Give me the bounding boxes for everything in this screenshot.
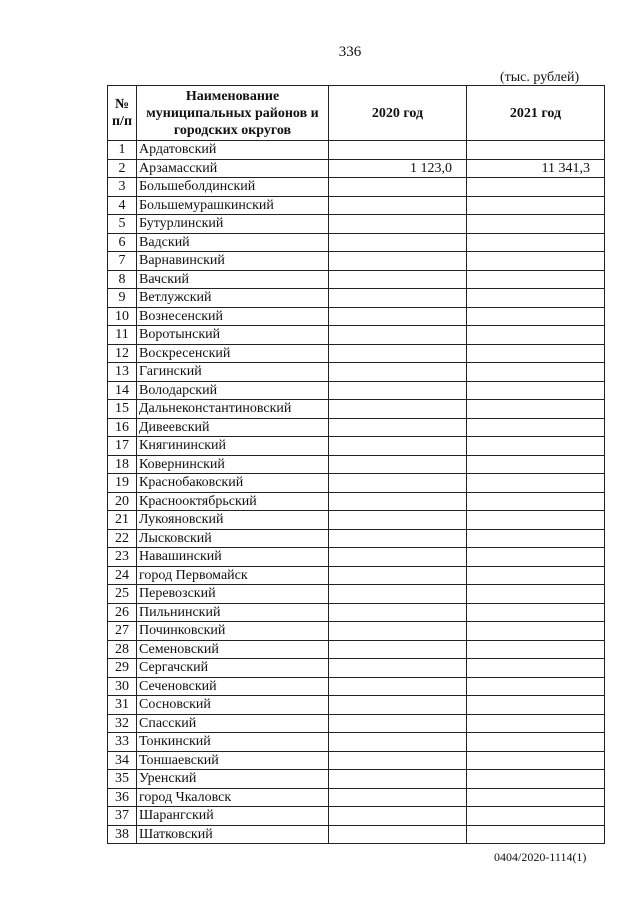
- table-row: [108, 807, 605, 826]
- row-value-2021: [467, 807, 605, 826]
- row-value-2020: [329, 696, 467, 715]
- row-number: 17: [108, 437, 137, 456]
- row-value-2020: [329, 714, 467, 733]
- row-number: 32: [108, 714, 137, 733]
- row-number: 36: [108, 788, 137, 807]
- table-row: [108, 751, 605, 770]
- header-2021: 2021 год: [467, 86, 605, 141]
- row-value-2020: [329, 215, 467, 234]
- row-value-2021: [467, 751, 605, 770]
- row-number: 12: [108, 344, 137, 363]
- table-header-row: [108, 86, 605, 141]
- row-name: Сергачский: [137, 659, 329, 678]
- table-row: [108, 714, 605, 733]
- row-value-2020: [329, 511, 467, 530]
- page-number: 336: [338, 44, 362, 60]
- table-row: [108, 159, 605, 178]
- row-name: Большемурашкинский: [137, 196, 329, 215]
- row-value-2021: [467, 400, 605, 419]
- row-value-2021: [467, 141, 605, 160]
- row-name: Гагинский: [137, 363, 329, 382]
- row-name: Шарангский: [137, 807, 329, 826]
- table-row: [108, 344, 605, 363]
- row-name: Ветлужский: [137, 289, 329, 308]
- row-value-2021: [467, 363, 605, 382]
- table-row: [108, 548, 605, 567]
- row-value-2021: [467, 326, 605, 345]
- row-value-2020: [329, 418, 467, 437]
- table-row: [108, 640, 605, 659]
- table-row: [108, 326, 605, 345]
- row-value-2021: [467, 566, 605, 585]
- row-number: 2: [108, 159, 137, 178]
- row-value-2020: [329, 252, 467, 271]
- document-code: 0404/2020-1114(1): [494, 850, 587, 864]
- row-number: 6: [108, 233, 137, 252]
- row-value-2020: [329, 437, 467, 456]
- row-value-2020: [329, 455, 467, 474]
- row-number: 7: [108, 252, 137, 271]
- row-name: Сеченовский: [137, 677, 329, 696]
- row-value-2021: [467, 640, 605, 659]
- row-number: 5: [108, 215, 137, 234]
- table-row: [108, 825, 605, 844]
- row-value-2021: [467, 548, 605, 567]
- row-value-2020: [329, 307, 467, 326]
- row-number: 3: [108, 178, 137, 197]
- row-number: 30: [108, 677, 137, 696]
- row-name: Ковернинский: [137, 455, 329, 474]
- row-name: Спасский: [137, 714, 329, 733]
- row-value-2021: [467, 474, 605, 493]
- row-value-2021: 11 341,3: [467, 159, 605, 178]
- row-number: 24: [108, 566, 137, 585]
- row-value-2021: [467, 418, 605, 437]
- row-number: 38: [108, 825, 137, 844]
- row-name: Вачский: [137, 270, 329, 289]
- row-number: 14: [108, 381, 137, 400]
- table-row: [108, 381, 605, 400]
- table-row: [108, 252, 605, 271]
- row-number: 29: [108, 659, 137, 678]
- row-value-2021: [467, 270, 605, 289]
- row-number: 16: [108, 418, 137, 437]
- row-value-2021: [467, 585, 605, 604]
- row-value-2020: [329, 196, 467, 215]
- row-value-2021: [467, 215, 605, 234]
- row-name: Навашинский: [137, 548, 329, 567]
- row-name: Вознесенский: [137, 307, 329, 326]
- table-row: [108, 270, 605, 289]
- row-number: 10: [108, 307, 137, 326]
- row-value-2020: [329, 363, 467, 382]
- row-value-2020: [329, 585, 467, 604]
- row-number: 25: [108, 585, 137, 604]
- row-value-2020: [329, 178, 467, 197]
- row-value-2020: [329, 751, 467, 770]
- table-row: [108, 492, 605, 511]
- row-name: Лысковский: [137, 529, 329, 548]
- table-row: [108, 141, 605, 160]
- table-row: [108, 770, 605, 789]
- row-value-2020: [329, 344, 467, 363]
- row-value-2020: [329, 788, 467, 807]
- row-name: Краснобаковский: [137, 474, 329, 493]
- row-name: Бутурлинский: [137, 215, 329, 234]
- row-number: 15: [108, 400, 137, 419]
- table-row: [108, 215, 605, 234]
- table-row: [108, 418, 605, 437]
- row-value-2020: [329, 640, 467, 659]
- row-number: 34: [108, 751, 137, 770]
- table-row: [108, 566, 605, 585]
- row-name: Лукояновский: [137, 511, 329, 530]
- row-number: 28: [108, 640, 137, 659]
- row-value-2021: [467, 770, 605, 789]
- row-name: Починковский: [137, 622, 329, 641]
- row-number: 18: [108, 455, 137, 474]
- header-num: № п/п: [108, 86, 137, 141]
- row-value-2020: [329, 566, 467, 585]
- row-number: 9: [108, 289, 137, 308]
- row-value-2021: [467, 178, 605, 197]
- table-row: [108, 511, 605, 530]
- table-row: [108, 529, 605, 548]
- row-value-2021: [467, 252, 605, 271]
- table-row: [108, 178, 605, 197]
- table-row: [108, 603, 605, 622]
- row-value-2020: [329, 659, 467, 678]
- table-row: [108, 363, 605, 382]
- row-value-2020: [329, 770, 467, 789]
- row-value-2020: 1 123,0: [329, 159, 467, 178]
- row-value-2020: [329, 381, 467, 400]
- row-name: Володарский: [137, 381, 329, 400]
- row-value-2021: [467, 307, 605, 326]
- row-value-2020: [329, 733, 467, 752]
- row-value-2020: [329, 529, 467, 548]
- row-value-2020: [329, 677, 467, 696]
- row-number: 8: [108, 270, 137, 289]
- row-number: 37: [108, 807, 137, 826]
- row-number: 1: [108, 141, 137, 160]
- row-name: город Первомайск: [137, 566, 329, 585]
- row-name: Ардатовский: [137, 141, 329, 160]
- row-number: 23: [108, 548, 137, 567]
- table-row: [108, 196, 605, 215]
- row-value-2020: [329, 400, 467, 419]
- row-number: 22: [108, 529, 137, 548]
- row-name: Краснооктябрьский: [137, 492, 329, 511]
- table-row: [108, 307, 605, 326]
- table-row: [108, 585, 605, 604]
- row-value-2021: [467, 233, 605, 252]
- table-row: [108, 677, 605, 696]
- row-value-2020: [329, 474, 467, 493]
- row-value-2020: [329, 807, 467, 826]
- row-value-2021: [467, 696, 605, 715]
- row-value-2021: [467, 659, 605, 678]
- row-name: город Чкаловск: [137, 788, 329, 807]
- table-row: [108, 788, 605, 807]
- row-value-2021: [467, 825, 605, 844]
- table-row: [108, 289, 605, 308]
- row-number: 31: [108, 696, 137, 715]
- row-number: 11: [108, 326, 137, 345]
- row-value-2020: [329, 326, 467, 345]
- table-row: [108, 437, 605, 456]
- row-name: Воротынский: [137, 326, 329, 345]
- row-name: Перевозский: [137, 585, 329, 604]
- row-name: Варнавинский: [137, 252, 329, 271]
- row-value-2020: [329, 492, 467, 511]
- row-name: Большеболдинский: [137, 178, 329, 197]
- row-number: 4: [108, 196, 137, 215]
- row-name: Арзамасский: [137, 159, 329, 178]
- row-name: Дальнеконстантиновский: [137, 400, 329, 419]
- row-name: Тоншаевский: [137, 751, 329, 770]
- row-name: Уренский: [137, 770, 329, 789]
- row-number: 13: [108, 363, 137, 382]
- units-label: (тыс. рублей): [500, 70, 580, 85]
- row-value-2020: [329, 289, 467, 308]
- row-value-2021: [467, 437, 605, 456]
- row-name: Дивеевский: [137, 418, 329, 437]
- row-value-2021: [467, 511, 605, 530]
- row-name: Вадский: [137, 233, 329, 252]
- row-number: 26: [108, 603, 137, 622]
- row-value-2021: [467, 381, 605, 400]
- row-value-2021: [467, 788, 605, 807]
- row-number: 27: [108, 622, 137, 641]
- row-value-2020: [329, 141, 467, 160]
- row-value-2020: [329, 825, 467, 844]
- header-2020: 2020 год: [329, 86, 467, 141]
- row-value-2021: [467, 492, 605, 511]
- table-row: [108, 233, 605, 252]
- row-value-2020: [329, 270, 467, 289]
- row-value-2020: [329, 603, 467, 622]
- row-number: 35: [108, 770, 137, 789]
- row-number: 33: [108, 733, 137, 752]
- row-number: 21: [108, 511, 137, 530]
- row-value-2020: [329, 548, 467, 567]
- row-value-2020: [329, 233, 467, 252]
- row-value-2021: [467, 344, 605, 363]
- table-row: [108, 696, 605, 715]
- table-row: [108, 474, 605, 493]
- row-value-2021: [467, 677, 605, 696]
- row-name: Княгининский: [137, 437, 329, 456]
- row-name: Сосновский: [137, 696, 329, 715]
- row-value-2020: [329, 622, 467, 641]
- row-name: Воскресенский: [137, 344, 329, 363]
- row-value-2021: [467, 603, 605, 622]
- row-name: Тонкинский: [137, 733, 329, 752]
- table-row: [108, 455, 605, 474]
- row-name: Шатковский: [137, 825, 329, 844]
- row-number: 19: [108, 474, 137, 493]
- row-value-2021: [467, 622, 605, 641]
- header-name: Наименование муниципальных районов и городских округов: [137, 86, 329, 141]
- table-row: [108, 733, 605, 752]
- row-number: 20: [108, 492, 137, 511]
- row-value-2021: [467, 455, 605, 474]
- row-value-2021: [467, 529, 605, 548]
- table-row: [108, 622, 605, 641]
- subsidy-table: [107, 85, 605, 844]
- row-value-2021: [467, 714, 605, 733]
- row-value-2021: [467, 196, 605, 215]
- row-name: Семеновский: [137, 640, 329, 659]
- row-value-2021: [467, 289, 605, 308]
- row-name: Пильнинский: [137, 603, 329, 622]
- table-row: [108, 400, 605, 419]
- row-value-2021: [467, 733, 605, 752]
- table-row: [108, 659, 605, 678]
